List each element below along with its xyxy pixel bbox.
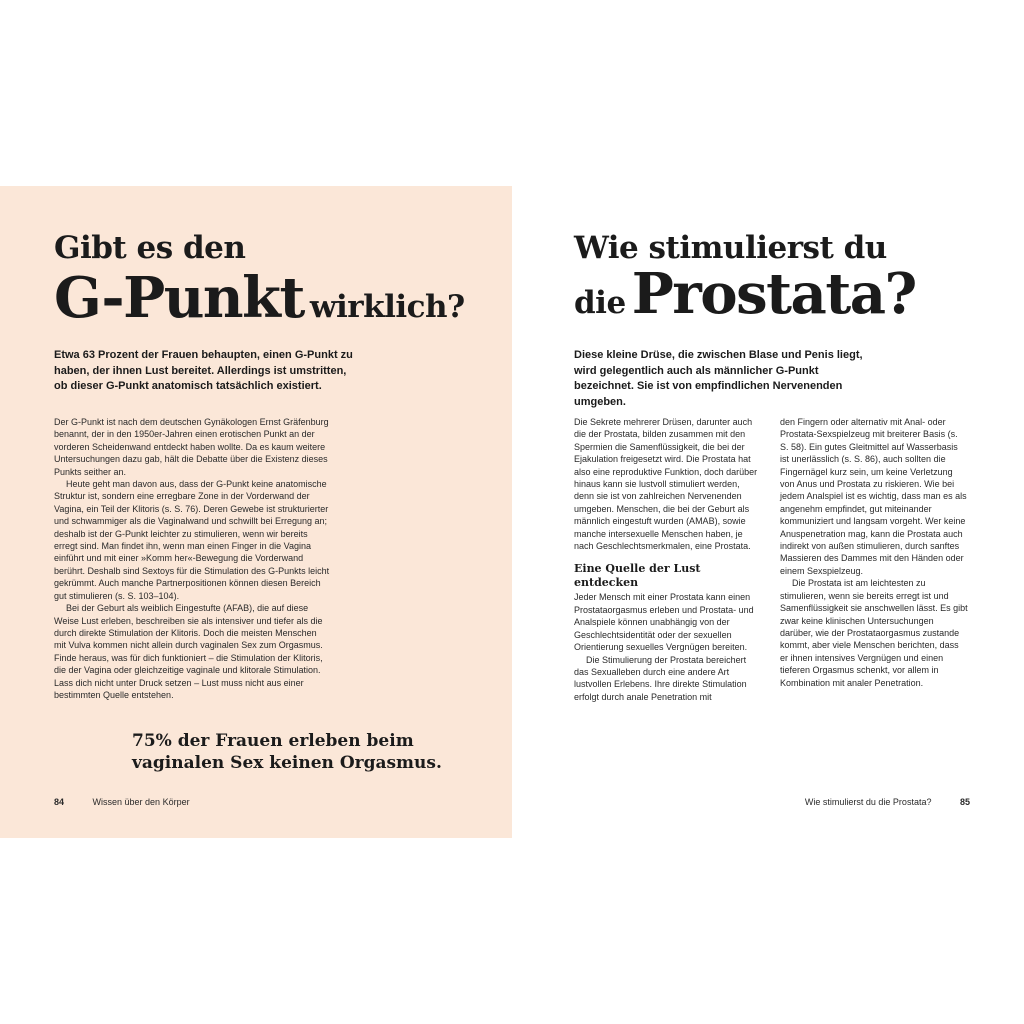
right-title-line1: Wie stimulierst du [574,230,887,266]
right-col2-paragraph-2: Die Prostata ist am leichtesten zu stimulieren, wenn sie bereits erregt ist und Samenflüssigkeit sie anschwellen lässt. Es gibt zwar keine klinischen Untersuchungen darüber, wie der Prostataorgasmus zustande kommt, aber viele Menschen berichten, dass er ihnen intensives Vergnügen und einen tieferen Orgasmus schenkt, vor allem in Kombination mit analer Penetration. [780,578,968,688]
left-title-big: G-Punkt [54,265,304,331]
right-body-column-2 [780,416,968,689]
right-col1-paragraph-3: Die Stimulierung der Prostata bereichert das Sexualleben durch eine andere Art lustvollen Erlebens. Ihre direkte Stimulation erfolgt durch anale Penetration mit [574,654,747,702]
right-col2-paragraph-1: den Fingern oder alternativ mit Anal- oder Prostata-Sexspielzeug mit breiterer Basis (s. S. 58). Ein gutes Gleitmittel auf Wasserbasis ist unerlässlich (s. S. 86), auch sollten die Fingernägel kurz sein, um keine Verletzung von Anus und Prostata zu riskieren. Wie bei jedem Analspiel ist es wichtig, dass man es als angenehm empfindet, gut miteinander kommuniziert und langsam vorgeht. Wer keine Anuspenetration mag, kann die Prostata auch indirekt von außen stimulieren, durch sanftes Massieren des Dammes mit den Händen oder einem Sexspielzeug. [780,417,967,576]
left-title-line1: Gibt es den [54,230,246,266]
right-title-big: Prostata? [631,261,916,327]
pull-quote: 75% der Frauen erleben beim vaginalen Sex keinen Orgasmus. [132,731,442,773]
right-col1-paragraph-2: Jeder Mensch mit einer Prostata kann einen Prostataorgasmus erleben und Prostata- und Analspiele können unabhängig von der Geschlechtsidentität oder der sexuellen Orientierung sexuelles Vergnügen bereiten. [574,592,754,653]
left-paragraph-3: Bei der Geburt als weiblich Eingestufte (AFAB), die auf diese Weise Lust erleben, beschreiben sie als intensiver und tiefer als die durch direkte Stimulation der Klitoris. Doch die meisten Menschen mit Vulva kommen nicht allein durch vaginalen Sex zum Orgasmus. Finde heraus, was für dich funktioniert – die Stimulation der Klitoris, die der Vagina oder gleichzeitige vaginale und klitorale Stimulation. Lass dich nicht unter Druck setzen – Lust muss nicht aus einer bestimmten Quelle entstehen. [54,603,323,700]
right-running-head: Wie stimulierst du die Prostata? [804,797,932,807]
right-col1-paragraph-1: Die Sekrete mehrerer Drüsen, darunter auch die der Prostata, bilden zusammen mit den Spermien die Samenflüssigkeit, die bei der Ejakulation freigesetzt wird. Die Prostata hat also eine reproduktive Funktion, doch darüber hinaus kann sie lustvoll stimuliert werden, denn sie ist von zahlreichen Nervenenden umgeben. Menschen, die bei der Geburt als männlich eingestuft wurden (AMAB), sowie manche intersexuelle Menschen haben, je nach Geschlechtsmerkmalen, eine Prostata. [574,417,758,552]
right-title-line2 [574,261,916,327]
left-lead: Etwa 63 Prozent der Frauen behaupten, einen G-Punkt zu haben, der ihnen Lust bereitet. Allerdings ist umstritten, ob dieser G-Punkt anatomisch tatsächlich existiert. [54,349,353,392]
left-title-line2 [54,265,465,331]
left-title-tail: wirklich? [309,289,465,325]
right-body-column-1 [574,416,762,703]
right-lead: Diese kleine Drüse, die zwischen Blase und Penis liegt, wird gelegentlich auch als männlicher G-Punkt bezeichnet. Sie ist von empfindlichen Nervenenden umgeben. [574,349,863,408]
right-page-number: 85 [959,797,970,807]
left-running-head: Wissen über den Körper [92,797,190,807]
right-subheading: Eine Quelle der Lust entdecken [574,562,701,590]
left-body [54,416,330,701]
left-paragraph-1: Der G-Punkt ist nach dem deutschen Gynäkologen Ernst Gräfenburg benannt, der in den 1950er-Jahren einen erotischen Punkt an der vorderen Scheidenwand entdeckt haben wollte. Da es kaum weitere Untersuchungen dazu gab, hält die Debatte über die Existenz dieses Punkts seither an. [54,417,329,477]
right-footer [805,796,970,808]
left-footer [54,796,190,808]
left-paragraph-2: Heute geht man davon aus, dass der G-Punkt keine anatomische Struktur ist, sondern eine erregbare Zone in der Vorderwand der Vagina, ein Teil der Klitoris (s. S. 76). Deren Gewebe ist strukturierter und schwammiger als die Vaginalwand und schwillt bei Erregung an; deshalb ist der G-Punkt leichter zu stimulieren, wenn wir bereits erregt sind. Man findet ihn, wenn man einen Finger in die Vagina einführt und mit einer »Komm her«-Bewegung die Vorderwand berührt. Deshalb sind Sextoys für die Stimulation des G-Punkts leicht gekrümmt. Auch manche Partnerpositionen können diesen Bereich gut stimulieren (s. S. 103–104). [54,479,330,601]
left-page-number: 84 [54,797,65,807]
right-title-small: die [574,285,626,321]
